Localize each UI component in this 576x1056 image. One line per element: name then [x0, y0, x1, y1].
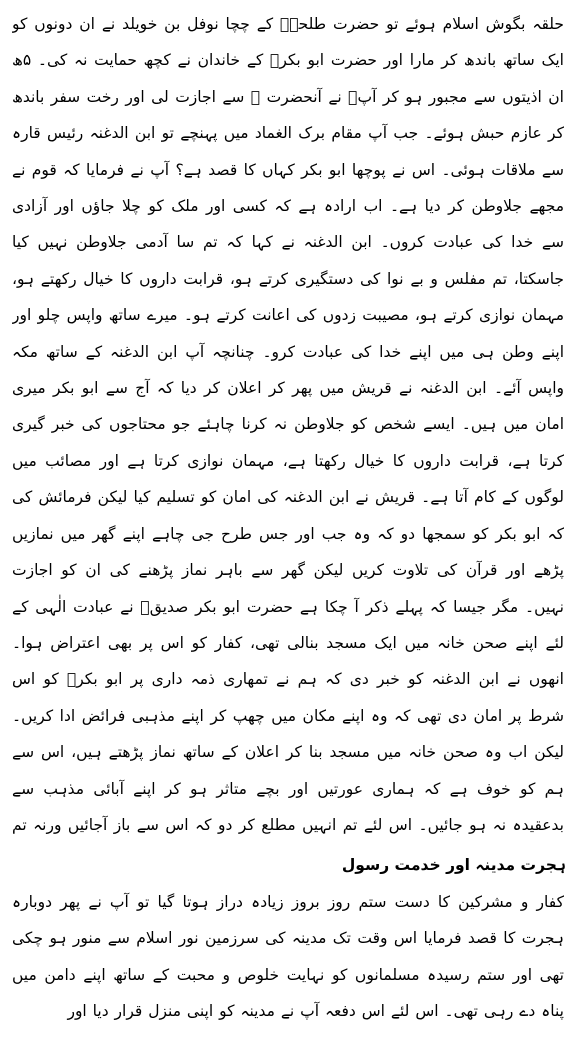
body-paragraph-continued: کفار و مشرکین کا دست ستم روز بروز زیادہ دراز ہوتا گیا تو آپ نے پھر دوبارہ ہجرت کا قصد فرمایا اس وقت تک مدینہ کی سرزمین نور اسلام سے منور ہو چکی تھی اور ستم رسیدہ مسلمانوں کو نہایت خلوص و محبت کے ساتھ اپنے دامن میں پناہ دے رہی تھی۔ اس لئے اس دفعہ آپ نے مدینہ کو اپنی منزل قرار دیا اور: [12, 893, 564, 1021]
section-heading: ہجرت مدینہ اور خدمت رسول: [341, 856, 566, 874]
body-paragraph: حلقہ بگوش اسلام ہوئے تو حضرت طلحہؓ کے چچا نوفل بن خویلد نے ان دونوں کو ایک ساتھ باندھ کر مارا اور حضرت ابو بکرؓ کے خاندان نے کچھ حمایت نہ کی۔ ۵ھ ان اذیتوں سے مجبور ہو کر آپؓ نے آنحضرت ﷺ سے اجازت لی اور رخت سفر باندھ کر عازم حبش ہوئے۔ جب آپ مقام برک الغماد میں پہنچے تو ابن الدغنہ رئیس قارہ سے ملاقات ہوئی۔ اس نے پوچھا ابو بکر کہاں کا قصد ہے؟ آپ نے فرمایا کہ قوم نے مجھے جلاوطن کر دیا ہے۔ اب ارادہ ہے کہ کسی اور ملک کو چلا جاؤں اور آزادی سے خدا کی عبادت کروں۔ ابن الدغنہ نے کہا کہ تم سا آدمی جلاوطن نہیں کیا جاسکتا، تم مفلس و بے نوا کی دستگیری کرتے ہو، قرابت داروں کا خیال رکھتے ہو، مہمان نوازی کرتے ہو، مصیبت زدوں کی اعانت کرتے ہو۔ میرے ساتھ واپس چلو اور اپنے وطن ہی میں اپنے خدا کی عبادت کرو۔ چنانچہ آپ ابن الدغنہ کے ساتھ مکہ واپس آئے۔ ابن الدغنہ نے قریش میں پھر کر اعلان کر دیا کہ آج سے ابو بکر میری امان میں ہیں۔ ایسے شخص کو جلاوطن نہ کرنا چاہئے جو محتاجوں کی خبر گیری کرتا ہے، قرابت داروں کا خیال رکھتا ہے، مہمان نوازی کرتا ہے اور مصائب میں لوگوں کے کام آتا ہے۔ قریش نے ابن الدغنہ کی امان کو تسلیم کیا لیکن فرمائش کی کہ ابو بکر کو سمجھا دو کہ وہ جب اور جس طرح جی چاہے اپنے گھر میں نمازیں پڑھے اور قرآن کی تلاوت کریں لیکن گھر سے باہر نماز پڑھنے کی ان کو اجازت نہیں۔ مگر جیسا کہ پہلے ذکر آ چکا ہے حضرت ابو بکر صدیقؓ نے عبادت الٰہی کے لئے اپنے صحن خانہ میں ایک مسجد بنالی تھی، کفار کو اس پر بھی اعتراض ہوا۔ انھوں نے ابن الدغنہ کو خبر دی کہ ہم نے تمھاری ذمہ داری پر ابو بکرؓ کو اس شرط پر امان دی تھی کہ وہ اپنے مکان میں چھپ کر اپنے مذہبی فرائض ادا کریں۔ لیکن اب وہ صحن خانہ میں مسجد بنا کر اعلان کے ساتھ نماز پڑھتے ہیں، اس سے ہم کو خوف ہے کہ ہماری عورتیں اور بچے متاثر ہو کر اپنے آبائی مذہب سے بدعقیدہ نہ ہو جائیں۔ اس لئے تم انہیں مطلع کر دو کہ اس سے باز آجائیں ورنہ تم: [12, 15, 564, 834]
